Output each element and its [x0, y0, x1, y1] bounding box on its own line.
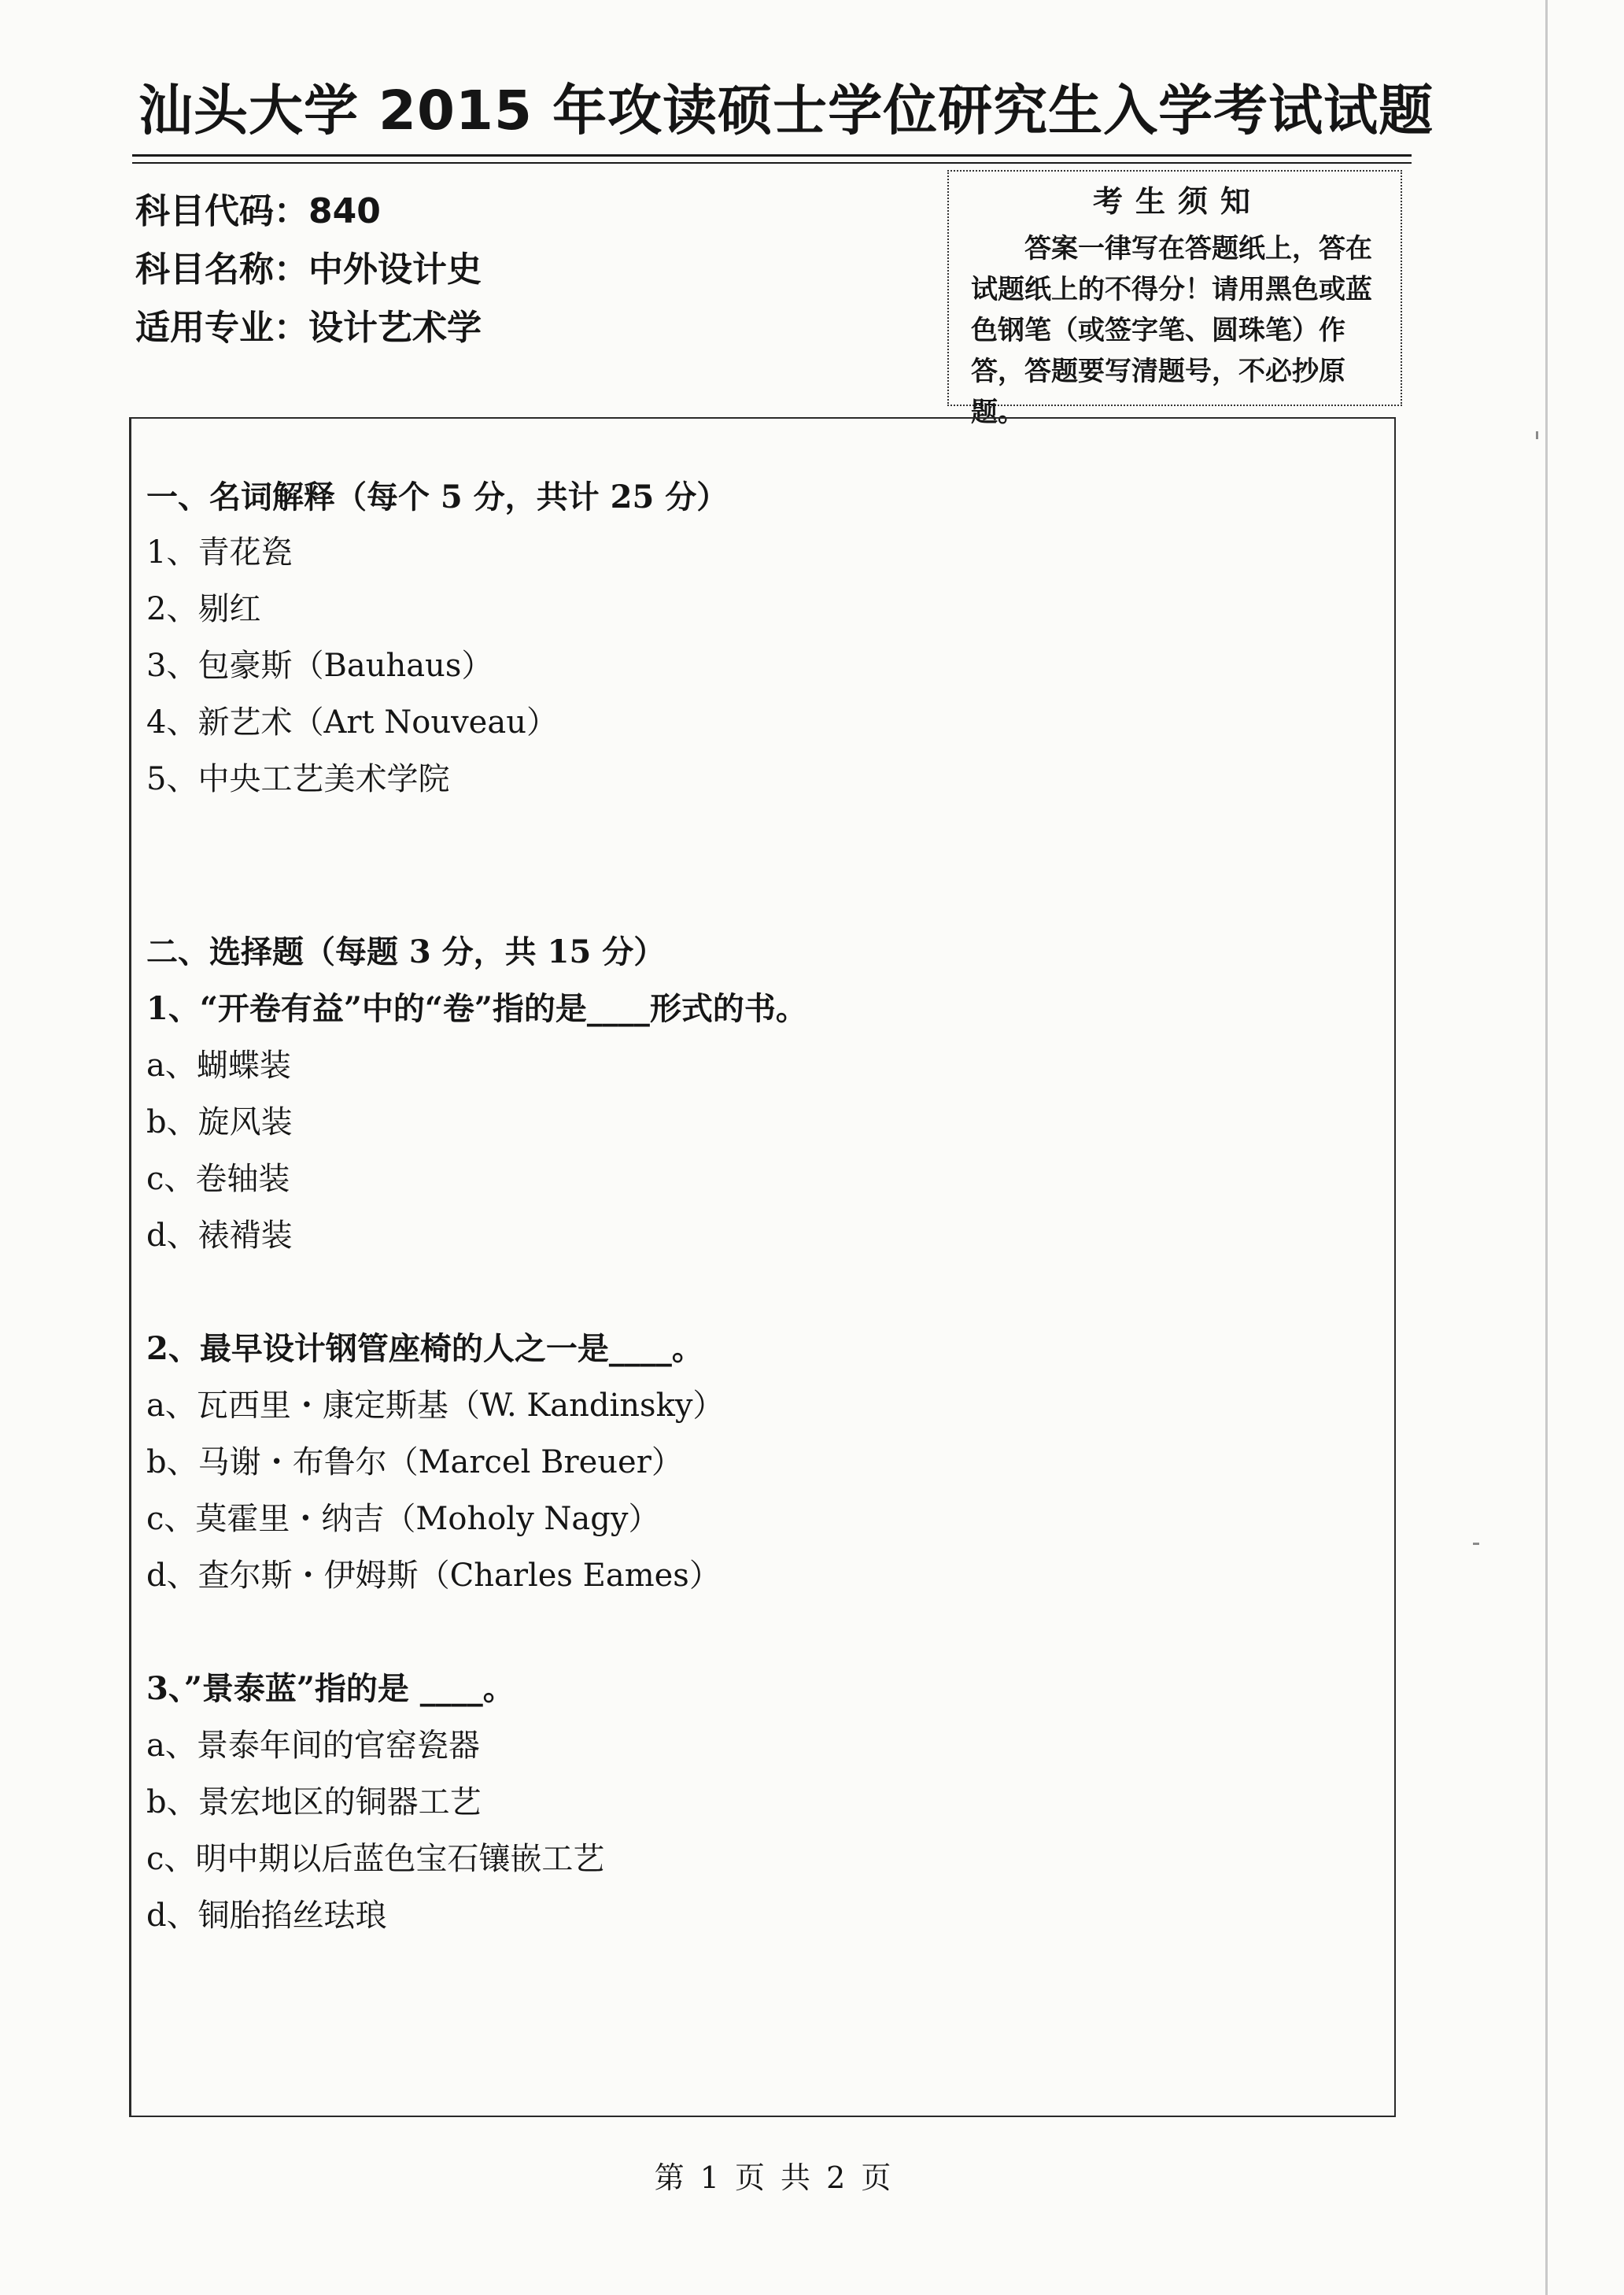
list-item: 4、新艺术（Art Nouveau）	[146, 704, 558, 741]
subject-name: 科目名称：中外设计史	[135, 249, 482, 290]
question-stem: 3、”景泰蓝”指的是 ____。	[146, 1670, 515, 1707]
answer-option: a、瓦西里・康定斯基（W. Kandinsky）	[146, 1388, 725, 1424]
section-heading-definitions: 一、名词解释（每个 5 分，共计 25 分）	[146, 479, 729, 516]
answer-option: c、莫霍里・纳吉（Moholy Nagy）	[146, 1501, 660, 1537]
answer-option: a、蝴蝶装	[146, 1048, 291, 1084]
exam-title: 汕头大学 2015 年攻读硕士学位研究生入学考试试题	[138, 79, 1434, 142]
answer-option: d、铜胎掐丝珐琅	[146, 1898, 387, 1934]
page-number: 第 1 页 共 2 页	[654, 2160, 895, 2195]
answer-option: b、旋风装	[146, 1104, 293, 1140]
list-item: 5、中央工艺美术学院	[146, 761, 450, 797]
answer-option: c、卷轴装	[146, 1161, 290, 1197]
candidate-notice-box	[947, 170, 1402, 428]
answer-option: b、景宏地区的铜器工艺	[146, 1784, 482, 1820]
notice-title: 考生须知	[1092, 184, 1263, 219]
notice-body: 答案一律写在答题纸上，答在试题纸上的不得分！请用黑色或蓝色钢笔（或签字笔、圆珠笔）作答，答题要写清题号，不必抄原题。	[971, 233, 1372, 428]
answer-option: d、裱褙装	[146, 1218, 293, 1254]
answer-option: d、查尔斯・伊姆斯（Charles Eames）	[146, 1558, 721, 1594]
list-item: 3、包豪斯（Bauhaus）	[146, 648, 493, 684]
title-rule-bottom	[132, 162, 1412, 164]
answer-option: b、马谢・布鲁尔（Marcel Breuer）	[146, 1444, 683, 1480]
scan-speck	[1536, 431, 1538, 439]
scan-speck	[1473, 1543, 1479, 1545]
answer-option: c、明中期以后蓝色宝石镶嵌工艺	[146, 1841, 605, 1877]
title-rule-top	[132, 154, 1412, 157]
question-stem: 2、最早设计钢管座椅的人之一是____。	[146, 1330, 703, 1367]
answer-option: a、景泰年间的官窑瓷器	[146, 1728, 480, 1764]
list-item: 2、剔红	[146, 591, 261, 627]
scan-edge-line	[1545, 0, 1548, 2295]
question-stem: 1、“开卷有益”中的“卷”指的是____形式的书。	[146, 990, 807, 1027]
subject-code: 科目代码：840	[135, 191, 381, 231]
applicable-major: 适用专业：设计艺术学	[135, 308, 482, 348]
section-heading-choice: 二、选择题（每题 3 分，共 15 分）	[146, 933, 666, 970]
exam-info	[135, 183, 482, 357]
list-item: 1、青花瓷	[146, 534, 293, 571]
